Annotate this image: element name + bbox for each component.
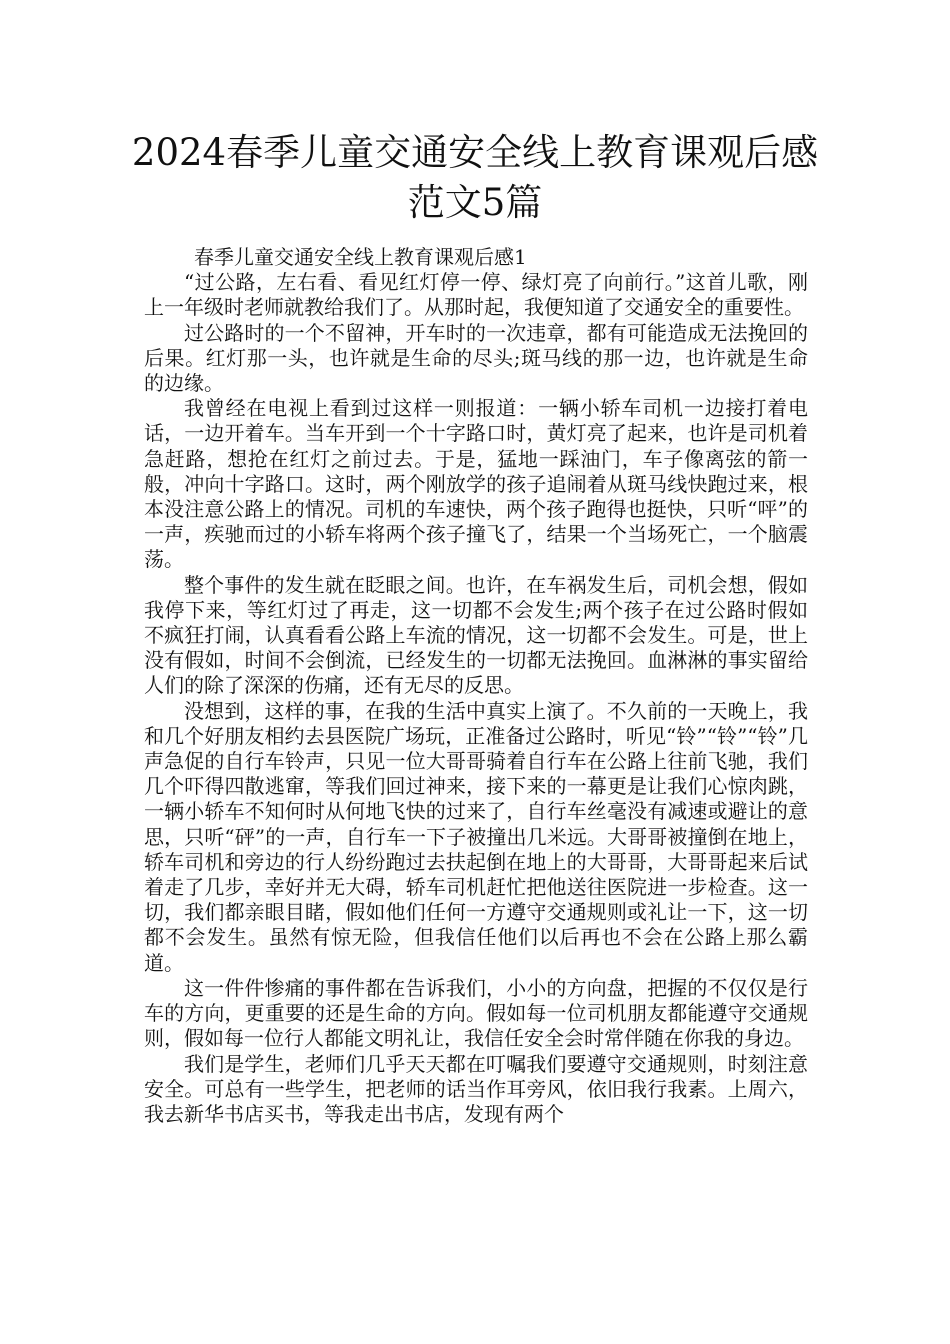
section-heading: 春季儿童交通安全线上教育课观后感1 [194,245,527,269]
paragraph: “过公路，左右看、看见红灯停一停、绿灯亮了向前行。”这首儿歌，刚上一年级时老师就教给我们了。从那时起，我便知道了交通安全的重要性。 [144,270,808,320]
document-title-line-1: 2024春季儿童交通安全线上教育课观后感 [131,131,819,174]
paragraph: 我曾经在电视上看到过这样一则报道：一辆小轿车司机一边接打着电话，一边开着车。当车开到一个十字路口时，黄灯亮了起来，也许是司机着急赶路，想抢在红灯之前过去。于是，猛地一踩油门，车子像离弦的箭一般，冲向十字路口。这时，两个刚放学的孩子追闹着从斑马线快跑过来，根本没注意公路上的情况。司机的车速快，两个孩子跑得也挺快，只听“呯”的一声，疾驰而过的小轿车将两个孩子撞飞了，结果一个当场死亡，一个脑震荡。 [144,396,808,572]
document-body [144,245,808,1127]
paragraph: 这一件件惨痛的事件都在告诉我们，小小的方向盘，把握的不仅仅是行车的方向，更重要的还是生命的方向。假如每一位司机朋友都能遵守交通规则，假如每一位行人都能文明礼让，我信任安全会时常伴随在你我的身边。 [144,975,808,1051]
paragraph: 过公路时的一个不留神，开车时的一次违章，都有可能造成无法挽回的后果。红灯那一头，也许就是生命的尽头;斑马线的那一边，也许就是生命的边缘。 [144,320,808,396]
document-title-line-2: 范文5篇 [407,181,543,224]
paragraph: 没想到，这样的事，在我的生活中真实上演了。不久前的一天晚上，我和几个好朋友相约去县医院广场玩，正准备过公路时，听见“铃”“铃”“铃”几声急促的自行车铃声，只见一位大哥哥骑着自行车在公路上往前飞驰，我们几个吓得四散逃窜，等我们回过神来，接下来的一幕更是让我们心惊肉跳，一辆小轿车不知何时从何地飞快的过来了，自行车丝毫没有减速或避让的意思，只听“砰”的一声，自行车一下子被撞出几米远。大哥哥被撞倒在地上，轿车司机和旁边的行人纷纷跑过去扶起倒在地上的大哥哥，大哥哥起来后试着走了几步，幸好并无大碍，轿车司机赶忙把他送往医院进一步检查。这一切，我们都亲眼目睹，假如他们任何一方遵守交通规则或礼让一下，这一切都不会发生。虽然有惊无险，但我信任他们以后再也不会在公路上那么霸道。 [144,698,808,975]
paragraph: 我们是学生，老师们几乎天天都在叮嘱我们要遵守交通规则，时刻注意安全。可总有一些学生，把老师的话当作耳旁风，依旧我行我素。上周六，我去新华书店买书，等我走出书店，发现有两个 [144,1051,808,1126]
paragraph: 整个事件的发生就在眨眼之间。也许，在车祸发生后，司机会想，假如我停下来，等红灯过了再走，这一切都不会发生;两个孩子在过公路时假如不疯狂打闹，认真看看公路上车流的情况，这一切都不会发生。可是，世上没有假如，时间不会倒流，已经发生的一切都无法挽回。血淋淋的事实留给人们的除了深深的伤痛，还有无尽的反思。 [144,572,808,698]
